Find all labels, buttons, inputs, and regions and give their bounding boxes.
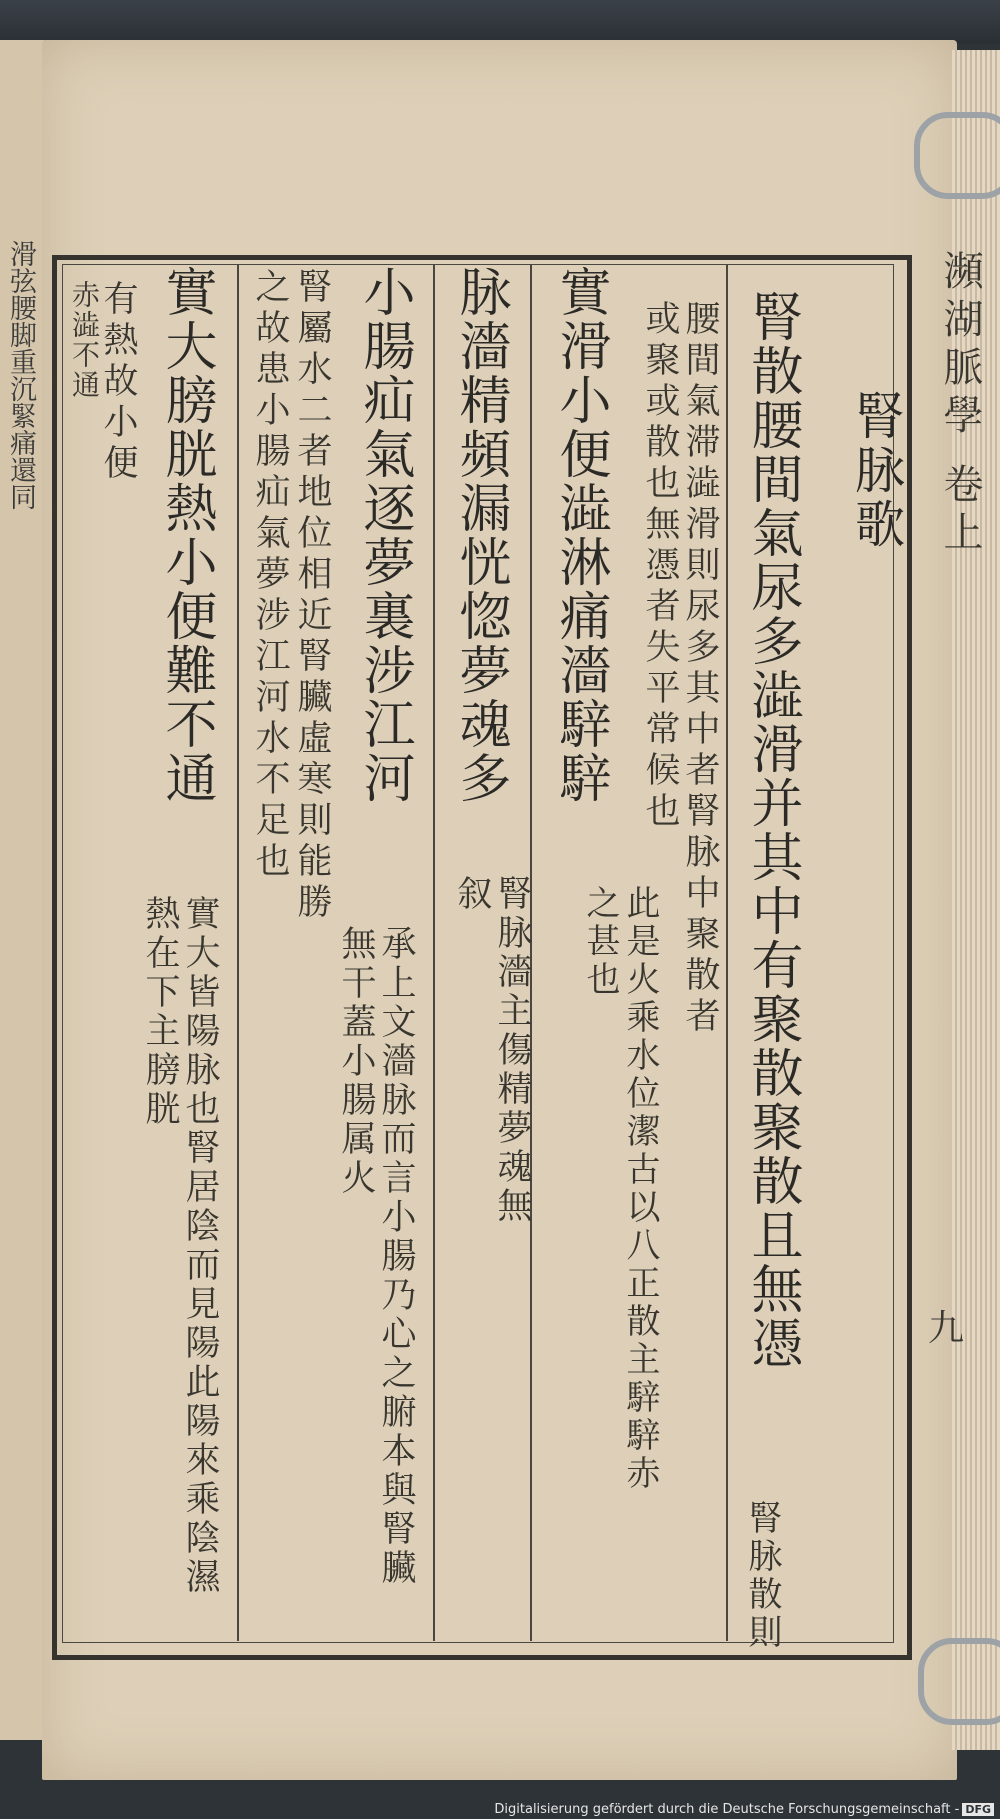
scanner-background bbox=[0, 0, 1000, 44]
clip-top-icon bbox=[914, 112, 1000, 199]
column-rule bbox=[433, 264, 435, 1641]
commentary-6: 承上文濇脉而言小腸乃心之腑本與腎臟無干蓋小腸属火 bbox=[336, 925, 416, 1588]
commentary-9: 實大皆陽脉也腎居陰而見陽此陽來乘陰濕熱在下主膀胱 bbox=[140, 895, 220, 1597]
facing-page-text: 滑弦腰脚重沉緊痛還同 bbox=[5, 240, 36, 510]
clip-bottom-icon bbox=[918, 1638, 1000, 1725]
section-heading: 腎脉歌 bbox=[847, 390, 905, 552]
commentary-3: 或聚或散也無憑者失平常候也 bbox=[640, 300, 680, 833]
commentary-4: 此是火乘水位潔古以八正散主騂騂赤之甚也 bbox=[580, 885, 660, 1493]
folio-number: 九 bbox=[928, 1308, 965, 1349]
verse-line-3: 脉濇精頻漏恍惚夢魂多 bbox=[450, 265, 510, 805]
facing-page bbox=[0, 40, 46, 1740]
digitization-credit bbox=[494, 1802, 994, 1817]
verse-line-2: 實滑小便澁淋痛濇騂騂 bbox=[550, 265, 610, 805]
commentary-1: 腎脉散則 bbox=[742, 1500, 782, 1652]
verse-line-5: 實大膀胱熱小便難不通 bbox=[156, 265, 216, 805]
verse-line-1: 腎散腰間氣尿多澁滑并其中有聚散聚散且無憑 bbox=[742, 290, 802, 1370]
column-rule bbox=[726, 264, 728, 1641]
dfg-logo: DFG bbox=[962, 1803, 994, 1816]
commentary-10: 有熱故小便 bbox=[98, 280, 138, 485]
credit-text: Digitalisierung gefördert durch die Deutsche Forschungsgemeinschaft - bbox=[494, 1802, 960, 1817]
commentary-5: 腎脉濇主傷精夢魂無叙 bbox=[452, 875, 532, 1226]
margin-title: 瀕湖脈學 卷上 bbox=[937, 250, 983, 559]
commentary-7: 腎屬水二者地位相近腎臟虛寒則能勝 bbox=[292, 268, 332, 924]
verse-line-4: 小腸疝氣逐夢裏涉江河 bbox=[354, 265, 414, 805]
column-rule bbox=[237, 264, 239, 1641]
commentary-11: 赤澁不通 bbox=[68, 280, 101, 400]
commentary-2: 腰間氣滞澁滑則尿多其中者腎脉中聚散者 bbox=[680, 300, 720, 1038]
commentary-8: 之故患小腸疝氣夢涉江河水不足也 bbox=[250, 268, 290, 883]
